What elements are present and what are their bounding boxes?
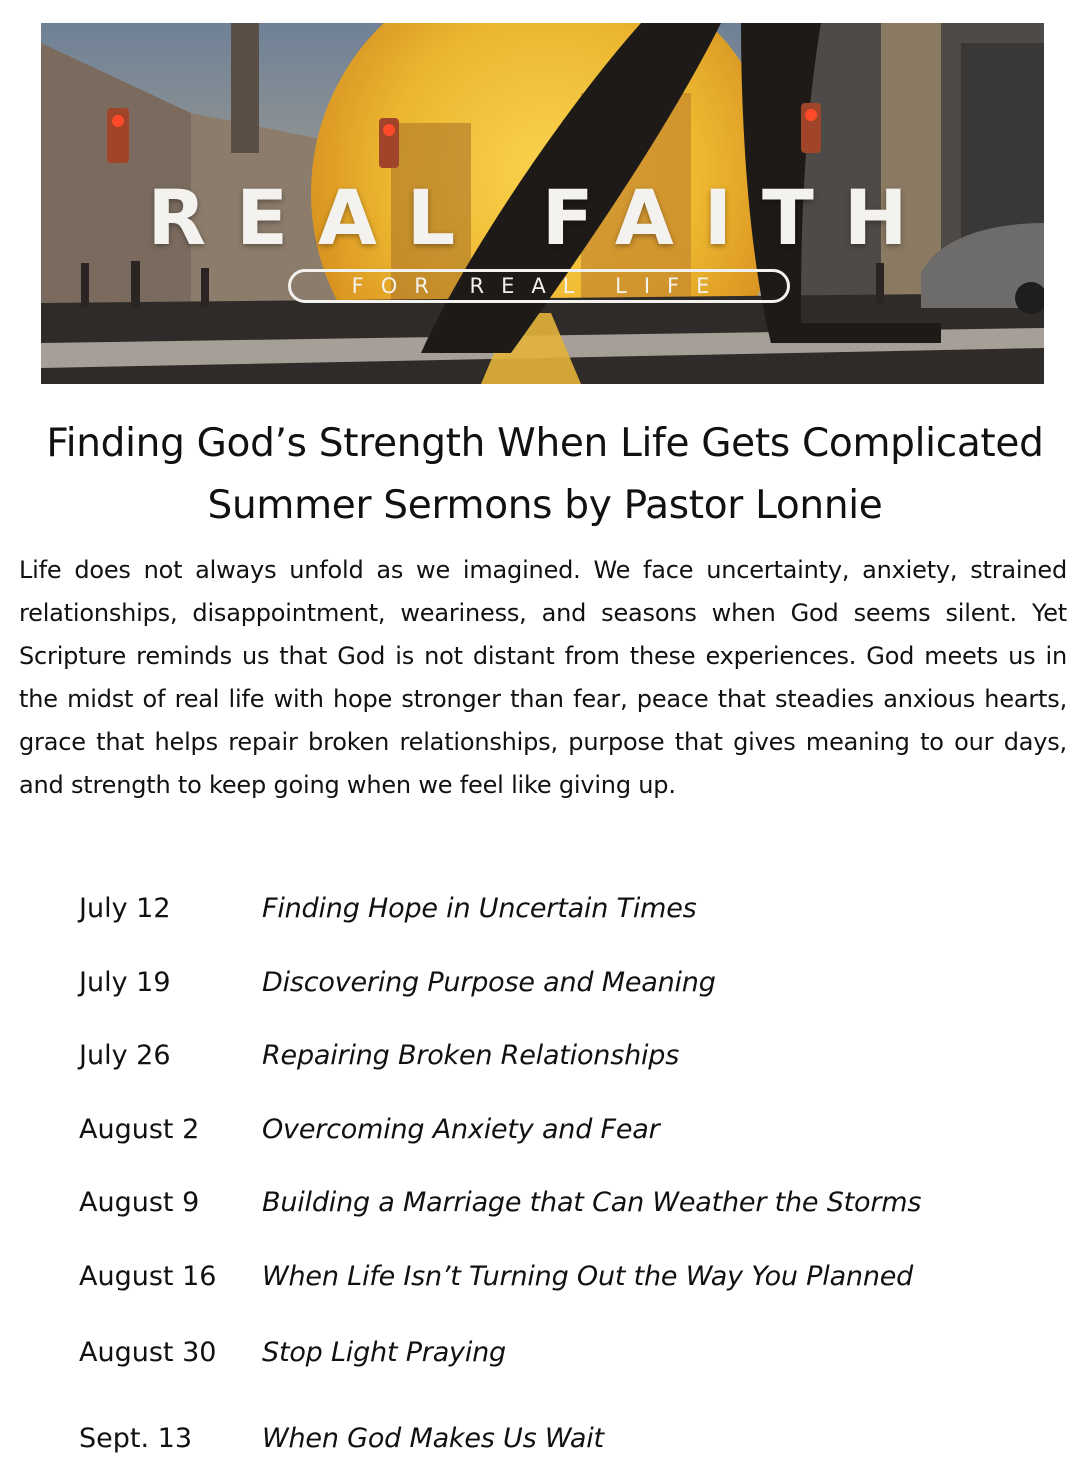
- banner-title: REAL FAITH: [147, 173, 938, 262]
- sermon-topic: Overcoming Anxiety and Fear: [262, 1114, 660, 1145]
- sermon-date: August 9: [79, 1187, 200, 1218]
- sermon-date: July 26: [79, 1040, 171, 1071]
- schedule-row: [79, 1261, 1039, 1301]
- sermon-date: August 2: [79, 1114, 200, 1145]
- schedule-row: [79, 1040, 1039, 1080]
- schedule-row: [79, 1187, 1039, 1227]
- intro-paragraph: Life does not always unfold as we imagined. We face uncertainty, anxiety, strained relationships, disappointment, weariness, and seasons when God seems silent. Yet Scripture reminds us that God is not distant from these experiences. God meets us in the midst of real life with hope stronger than fear, peace that steadies anxious hearts, grace that helps repair broken relationships, purpose that gives meaning to our days, and strength to keep going when we feel like giving up.: [19, 556, 1067, 799]
- sermon-date: August 16: [79, 1261, 217, 1292]
- schedule-row: [79, 967, 1039, 1007]
- sermon-date: Sept. 13: [79, 1423, 192, 1454]
- sermon-topic: Finding Hope in Uncertain Times: [262, 893, 697, 924]
- sermon-date: August 30: [79, 1337, 217, 1368]
- schedule-row: [79, 1114, 1039, 1154]
- sermon-topic: Repairing Broken Relationships: [262, 1040, 680, 1071]
- schedule-row: [79, 893, 1039, 933]
- sermon-topic: Stop Light Praying: [262, 1337, 506, 1368]
- sermon-topic: When Life Isn’t Turning Out the Way You Planned: [262, 1261, 914, 1292]
- sermon-date: July 12: [79, 893, 171, 924]
- sermon-date: July 19: [79, 967, 171, 998]
- sermon-topic: Discovering Purpose and Meaning: [262, 967, 716, 998]
- sermon-topic: Building a Marriage that Can Weather the Storms: [262, 1187, 922, 1218]
- page-title: Finding God’s Strength When Life Gets Complicated: [46, 421, 1044, 466]
- banner-image: [41, 23, 1044, 384]
- schedule-row: [79, 1423, 1039, 1463]
- schedule-row: [79, 1337, 1039, 1377]
- banner-subtitle: FOR REAL LIFE: [288, 269, 790, 303]
- sermon-topic: When God Makes Us Wait: [262, 1423, 604, 1454]
- page-subtitle: Summer Sermons by Pastor Lonnie: [207, 483, 883, 528]
